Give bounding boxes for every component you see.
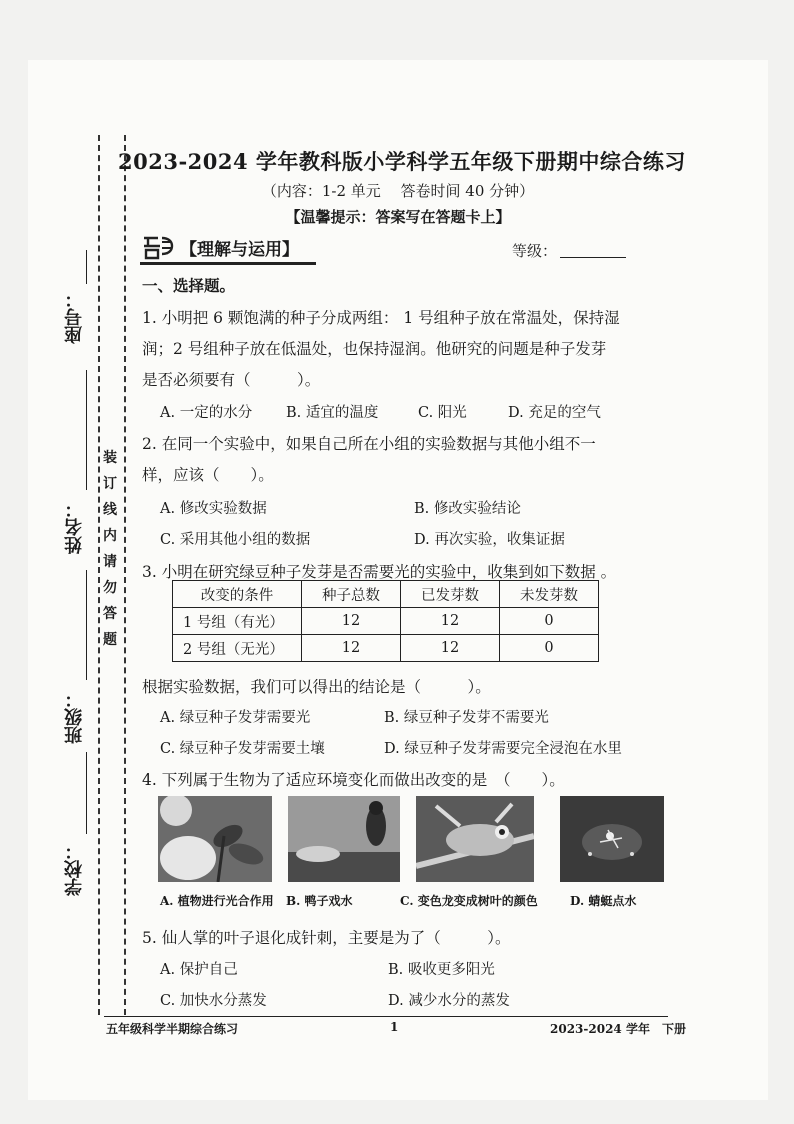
question-5-option-c: C. 加快水分蒸发 <box>160 993 267 1009</box>
part-heading: 一、选择题。 <box>142 276 236 295</box>
grade-blank <box>560 257 626 258</box>
section-title: 【理解与运用】 <box>180 239 299 260</box>
question-2-option-a: A. 修改实验数据 <box>160 501 267 517</box>
binding-notice-char: 答 <box>103 606 117 622</box>
exam-tip: 【温馨提示：答案写在答题卡上】 <box>285 208 511 226</box>
question-1-line-1: 1. 小明把 6 颗饱满的种子分成两组： 1 号组种子放在常温处，保持湿 <box>142 309 620 327</box>
binding-notice-char: 订 <box>103 476 117 492</box>
grade-label: 等级： <box>512 242 558 260</box>
question-1-option-a: A. 一定的水分 <box>160 405 253 421</box>
table-header-cell: 已发芽数 <box>401 581 500 608</box>
question-4-option-a: A. 植物进行光合作用 <box>160 894 274 908</box>
question-5-option-d: D. 减少水分的蒸发 <box>388 993 510 1009</box>
question-3-option-a: A. 绿豆种子发芽需要光 <box>160 710 311 726</box>
table-cell: 0 <box>500 635 599 662</box>
photosynthesis-plant-image <box>158 796 272 882</box>
school-blank <box>86 752 87 834</box>
question-4-option-c: C. 变色龙变成树叶的颜色 <box>400 894 538 908</box>
question-3-option-c: C. 绿豆种子发芽需要土壤 <box>160 741 325 757</box>
question-3-option-b: B. 绿豆种子发芽不需要光 <box>384 710 549 726</box>
question-3-option-d: D. 绿豆种子发芽需要完全浸泡在水里 <box>384 741 622 757</box>
question-5-option-a: A. 保护自己 <box>160 962 238 978</box>
footer-right: 2023-2024 学年 下册 <box>550 1022 686 1036</box>
student-name-field <box>64 500 94 554</box>
footer-left: 五年级科学半期综合练习 <box>106 1022 239 1036</box>
question-2-line-2: 样，应该（ ）。 <box>142 466 274 484</box>
question-4-option-b: B. 鸭子戏水 <box>286 894 353 908</box>
plant-illustration <box>158 796 272 882</box>
exam-title: 2023-2024 学年教科版小学科学五年级下册期中综合练习 <box>118 149 686 174</box>
table-cell: 2 号组（无光） <box>173 635 302 662</box>
question-1-line-2: 润；2 号组种子放在低温处，也保持湿润。他研究的问题是种子发芽 <box>142 340 607 358</box>
question-1-option-d: D. 充足的空气 <box>508 405 601 421</box>
question-2-option-d: D. 再次实验，收集证据 <box>414 532 565 548</box>
question-4-line-1: 4. 下列属于生物为了适应环境变化而做出改变的是 （ ）。 <box>142 771 565 789</box>
exam-subtitle: （内容：1-2 单元 答卷时间 40 分钟） <box>261 182 535 200</box>
question-3-line-1: 3. 小明在研究绿豆种子发芽是否需要光的实验中，收集到如下数据 。 <box>142 563 617 581</box>
table-row <box>173 635 599 662</box>
table-cell: 12 <box>302 608 401 635</box>
seat-number-blank <box>86 250 87 284</box>
page-number: 1 <box>390 1020 399 1034</box>
table-cell: 12 <box>401 635 500 662</box>
class-field <box>64 690 94 744</box>
question-1-option-b: B. 适宜的温度 <box>286 405 379 421</box>
table-row <box>173 608 599 635</box>
student-name-blank <box>86 370 87 490</box>
question-5-option-b: B. 吸收更多阳光 <box>388 962 495 978</box>
question-2-line-1: 2. 在同一个实验中，如果自己所在小组的实验数据与其他小组不一 <box>142 435 596 453</box>
student-name-label: 姓名： <box>64 500 85 554</box>
binding-notice-char: 装 <box>103 450 117 466</box>
section-decoration-icon <box>140 234 178 260</box>
chameleon-illustration <box>416 796 534 882</box>
class-label: 班级： <box>64 690 85 744</box>
table-cell: 1 号组（有光） <box>173 608 302 635</box>
class-blank <box>86 570 87 680</box>
seat-number-field <box>64 290 94 344</box>
question-1-line-3: 是否必须要有（ ）。 <box>142 371 321 389</box>
table-header-cell: 未发芽数 <box>500 581 599 608</box>
footer-divider <box>104 1016 668 1017</box>
table-cell: 12 <box>401 608 500 635</box>
binding-notice <box>100 445 120 653</box>
section-header <box>140 232 316 265</box>
binding-notice-char: 勿 <box>103 580 117 596</box>
table-header-cell: 种子总数 <box>302 581 401 608</box>
binding-notice-char: 题 <box>103 632 117 648</box>
question-5-line-1: 5. 仙人掌的叶子退化成针刺，主要是为了（ ）。 <box>142 929 511 947</box>
dragonfly-image <box>560 796 664 882</box>
binding-notice-char: 请 <box>103 554 117 570</box>
question-2-option-c: C. 采用其他小组的数据 <box>160 532 311 548</box>
seat-number-label: 座号： <box>64 290 85 344</box>
chameleon-image <box>416 796 534 882</box>
question-3-line-2: 根据实验数据，我们可以得出的结论是（ ）。 <box>142 678 491 696</box>
question-4-option-d: D. 蜻蜓点水 <box>570 894 637 908</box>
binding-notice-char: 线 <box>103 502 117 518</box>
table-header-row <box>173 581 599 608</box>
binding-dashed-line-inner <box>124 135 126 1015</box>
school-field <box>64 842 94 896</box>
binding-notice-char: 内 <box>103 528 117 544</box>
table-cell: 0 <box>500 608 599 635</box>
table-header-cell: 改变的条件 <box>173 581 302 608</box>
school-label: 学校： <box>64 842 85 896</box>
table-cell: 12 <box>302 635 401 662</box>
question-1-option-c: C. 阳光 <box>418 405 467 421</box>
duck-illustration <box>288 796 400 882</box>
question-2-option-b: B. 修改实验结论 <box>414 501 521 517</box>
duck-image <box>288 796 400 882</box>
dragonfly-illustration <box>560 796 664 882</box>
germination-data-table <box>172 580 599 662</box>
